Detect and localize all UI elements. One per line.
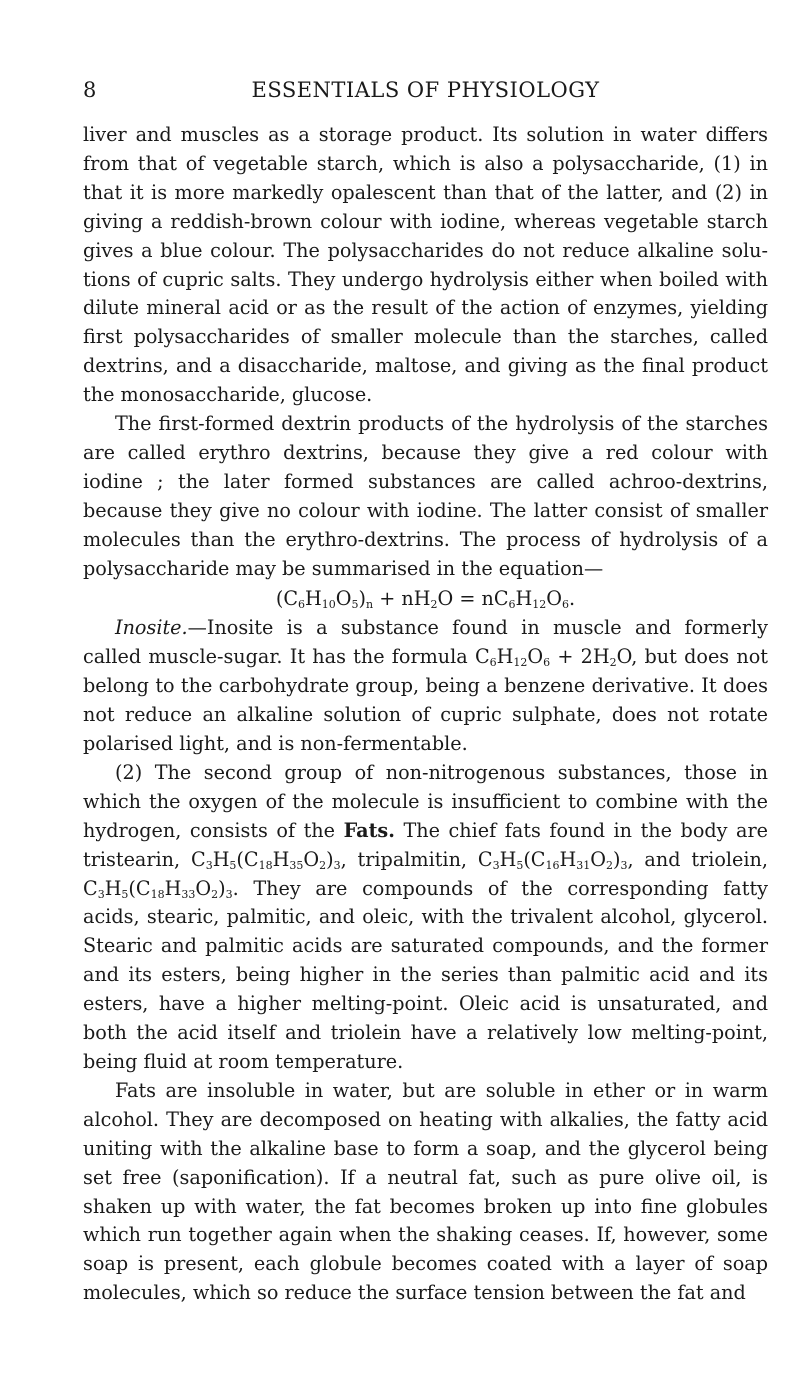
paragraph-fats: (2) The second group of non-nitrogenous substances, those in which the oxygen of the molecule is insufficient to combine with the hydrogen, consists of the Fats. The chief fats found in the body are tristearin, $C_3H_5(C_{18}H_{35}O_2)_3$, tripalmitin, $C_3H_5(C_{16}H_{31}O_2)_3$, and triolein, $C_3H_5(C_{18}H_{33}O_2)_3$. They are compounds of the corresponding fatty acids, stearic, palmitic, and oleic, with the trivalent alcohol, glycerol. Stearic and palmitic acids are saturated compounds, and the former and its esters, being higher in the series than palmitic acid and its esters, have a higher melting-point. Oleic acid is unsaturated, and both the acid itself and triolein have a relatively low melting-point, being fluid at room temperature.: [83, 760, 768, 1073]
paragraph-dextrins: The first-formed dextrin products of the hydrolysis of the starches are called erythro dextrins, because they give a red colour with iodine ; the later formed substances are called achroo-dextrins, because they give no colour with iodine. The latter consist of smaller molecules than the erythro-dextrins. The process of hydrolysis of a polysaccharide may be summarised in the equation—: [83, 412, 768, 580]
hydrolysis-equation: $(C_6H_{10}O_5)_n + nH_2O = nC_6H_{12}O_6$.: [275, 586, 576, 611]
paragraph-inosite: Inosite.—Inosite is a substance found in muscle and formerly called muscle-sugar. It has the formula $C_6H_{12}O_6 + 2H_2O$, but does not belong to the carbohydrate group, being a benzene derivative. It does not reduce an alkaline solution of cupric sulphate, does not rotate polarised light, and is non-fermentable.: [83, 616, 768, 756]
fats-heading: Fats.: [343, 818, 395, 842]
page-number: 8: [83, 78, 97, 102]
page-body: [83, 121, 768, 1308]
tripalmitin-formula: $C_3H_5(C_{16}H_{31}O_2)_3$: [477, 847, 628, 872]
tristearin-formula: $C_3H_5(C_{18}H_{35}O_2)_3$: [191, 847, 341, 872]
running-title: ESSENTIALS OF PHYSIOLOGY: [251, 78, 600, 102]
inosite-formula: $C_6H_{12}O_6 + 2H_2O$: [474, 645, 632, 670]
triolein-formula: $C_3H_5(C_{18}H_{33}O_2)_3$: [83, 876, 233, 901]
paragraph-saponification: Fats are insoluble in water, but are soluble in ether or in warm alcohol. They are decomposed on heating with alkalies, the fatty acid uniting with the alkaline base to form a soap, and the glycerol being set free (saponification). If a neutral fat, such as pure olive oil, is shaken up with water, the fat becomes broken up into fine globules which run together again when the shaking ceases. If, however, some soap is present, each globule becomes coated with a layer of soap molecules, which so reduce the surface tension between the fat and: [83, 1078, 768, 1305]
paragraph-polysaccharides: liver and muscles as a storage product. Its solution in water differs from that of vegetable starch, which is also a polysaccharide, (1) in that it is more markedly opalescent than that of the latter, and (2) in giving a reddish-brown colour with iodine, whereas vegetable starch gives a blue colour. The polysaccharides do not reduce alkaline solu- tions of cupric salts. They undergo hydrolysis either when boiled with dilute mineral acid or as the result of the action of enzymes, yielding first polysaccharides of smaller molecule than the starches, called dextrins, and a disaccharide, maltose, and giving as the final product the monosaccharide, glucose.: [83, 123, 768, 407]
inosite-heading: Inosite.: [115, 616, 188, 640]
